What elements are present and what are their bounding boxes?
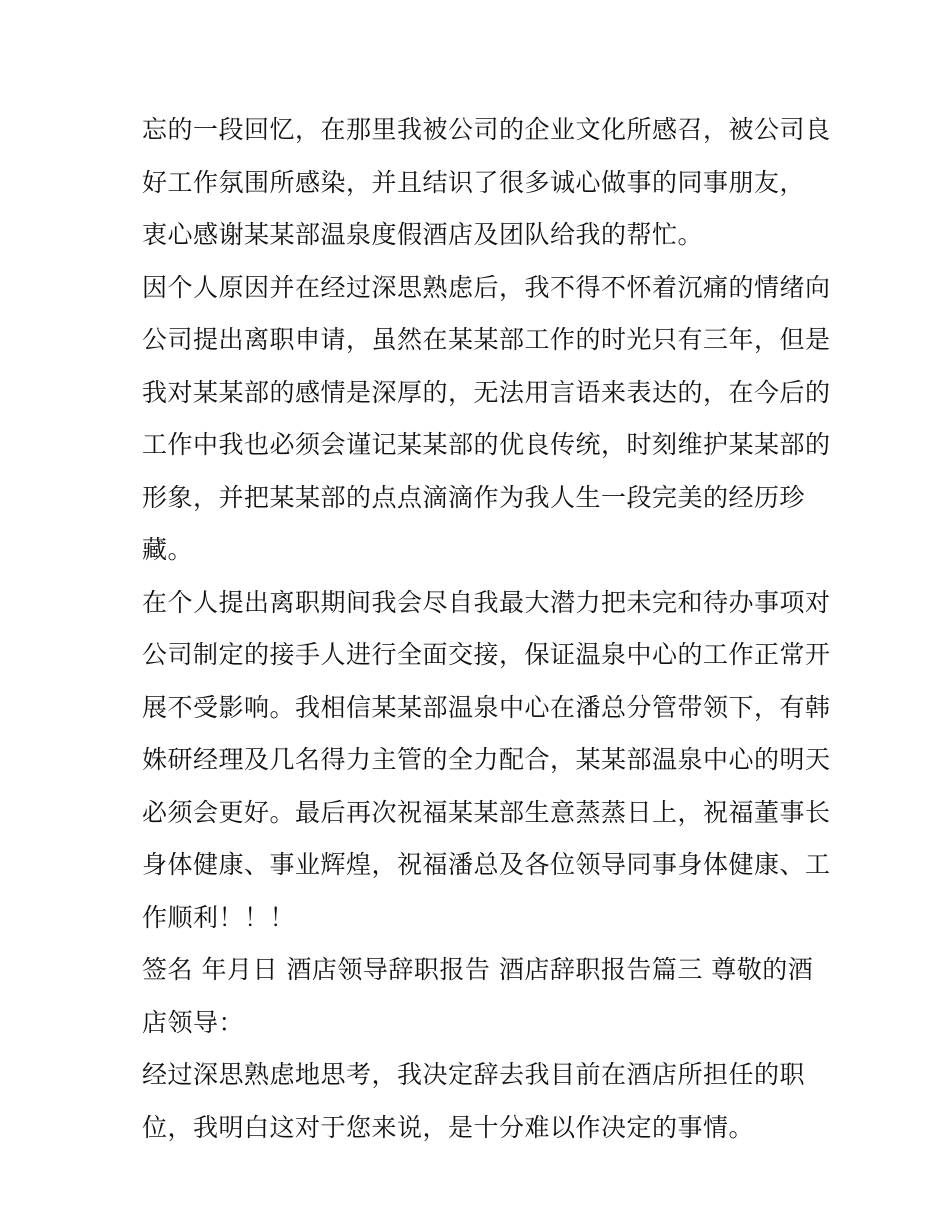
- text-line: 衷心感谢某某部温泉度假酒店及团队给我的帮忙。: [142, 220, 704, 249]
- text-line: 经过深思熟虑地思考，我决定辞去我目前在酒店所担任的职: [142, 1060, 806, 1089]
- text-line: 必须会更好。最后再次祝福某某部生意蒸蒸日上，祝福董事长: [142, 797, 831, 827]
- text-line: 位，我明白这对于您来说，是十分难以作决定的事情。: [142, 1112, 755, 1142]
- text-line: 忘的一段回忆，在那里我被公司的企业文化所感召，被公司良: [142, 115, 831, 144]
- text-line: 工作中我也必须会谨记某某部的优良传统，时刻维护某某部的: [142, 430, 831, 459]
- text-line: 展不受影响。我相信某某部温泉中心在潘总分管带领下，有韩: [142, 692, 831, 722]
- document-body: [142, 104, 831, 1154]
- text-line: 藏。: [142, 535, 194, 564]
- text-line: 公司制定的接手人进行全面交接，保证温泉中心的工作正常开: [142, 640, 831, 669]
- text-line: 形象，并把某某部的点点滴滴作为我人生一段完美的经历珍: [142, 482, 806, 512]
- text-line: 在个人提出离职期间我会尽自我最大潜力把未完和待办事项对: [142, 587, 831, 617]
- text-line: 因个人原因并在经过深思熟虑后，我不得不怀着沉痛的情绪向: [142, 272, 831, 302]
- text-line: 好工作氛围所感染，并且结识了很多诚心做事的同事朋友，: [142, 167, 806, 197]
- text-line: 我对某某部的感情是深厚的，无法用言语来表达的，在今后的: [142, 377, 831, 407]
- text-line: 签名 年月日 酒店领导辞职报告 酒店辞职报告篇三 尊敬的酒: [142, 955, 814, 984]
- text-line: 姝研经理及几名得力主管的全力配合，某某部温泉中心的明天: [142, 745, 831, 774]
- text-line: 身体健康、事业辉煌，祝福潘总及各位领导同事身体健康、工: [142, 850, 831, 879]
- text-line: 店领导：: [142, 1007, 245, 1037]
- text-line: 公司提出离职申请，虽然在某某部工作的时光只有三年，但是: [142, 325, 831, 354]
- text-line: 作顺利！！！: [142, 902, 296, 932]
